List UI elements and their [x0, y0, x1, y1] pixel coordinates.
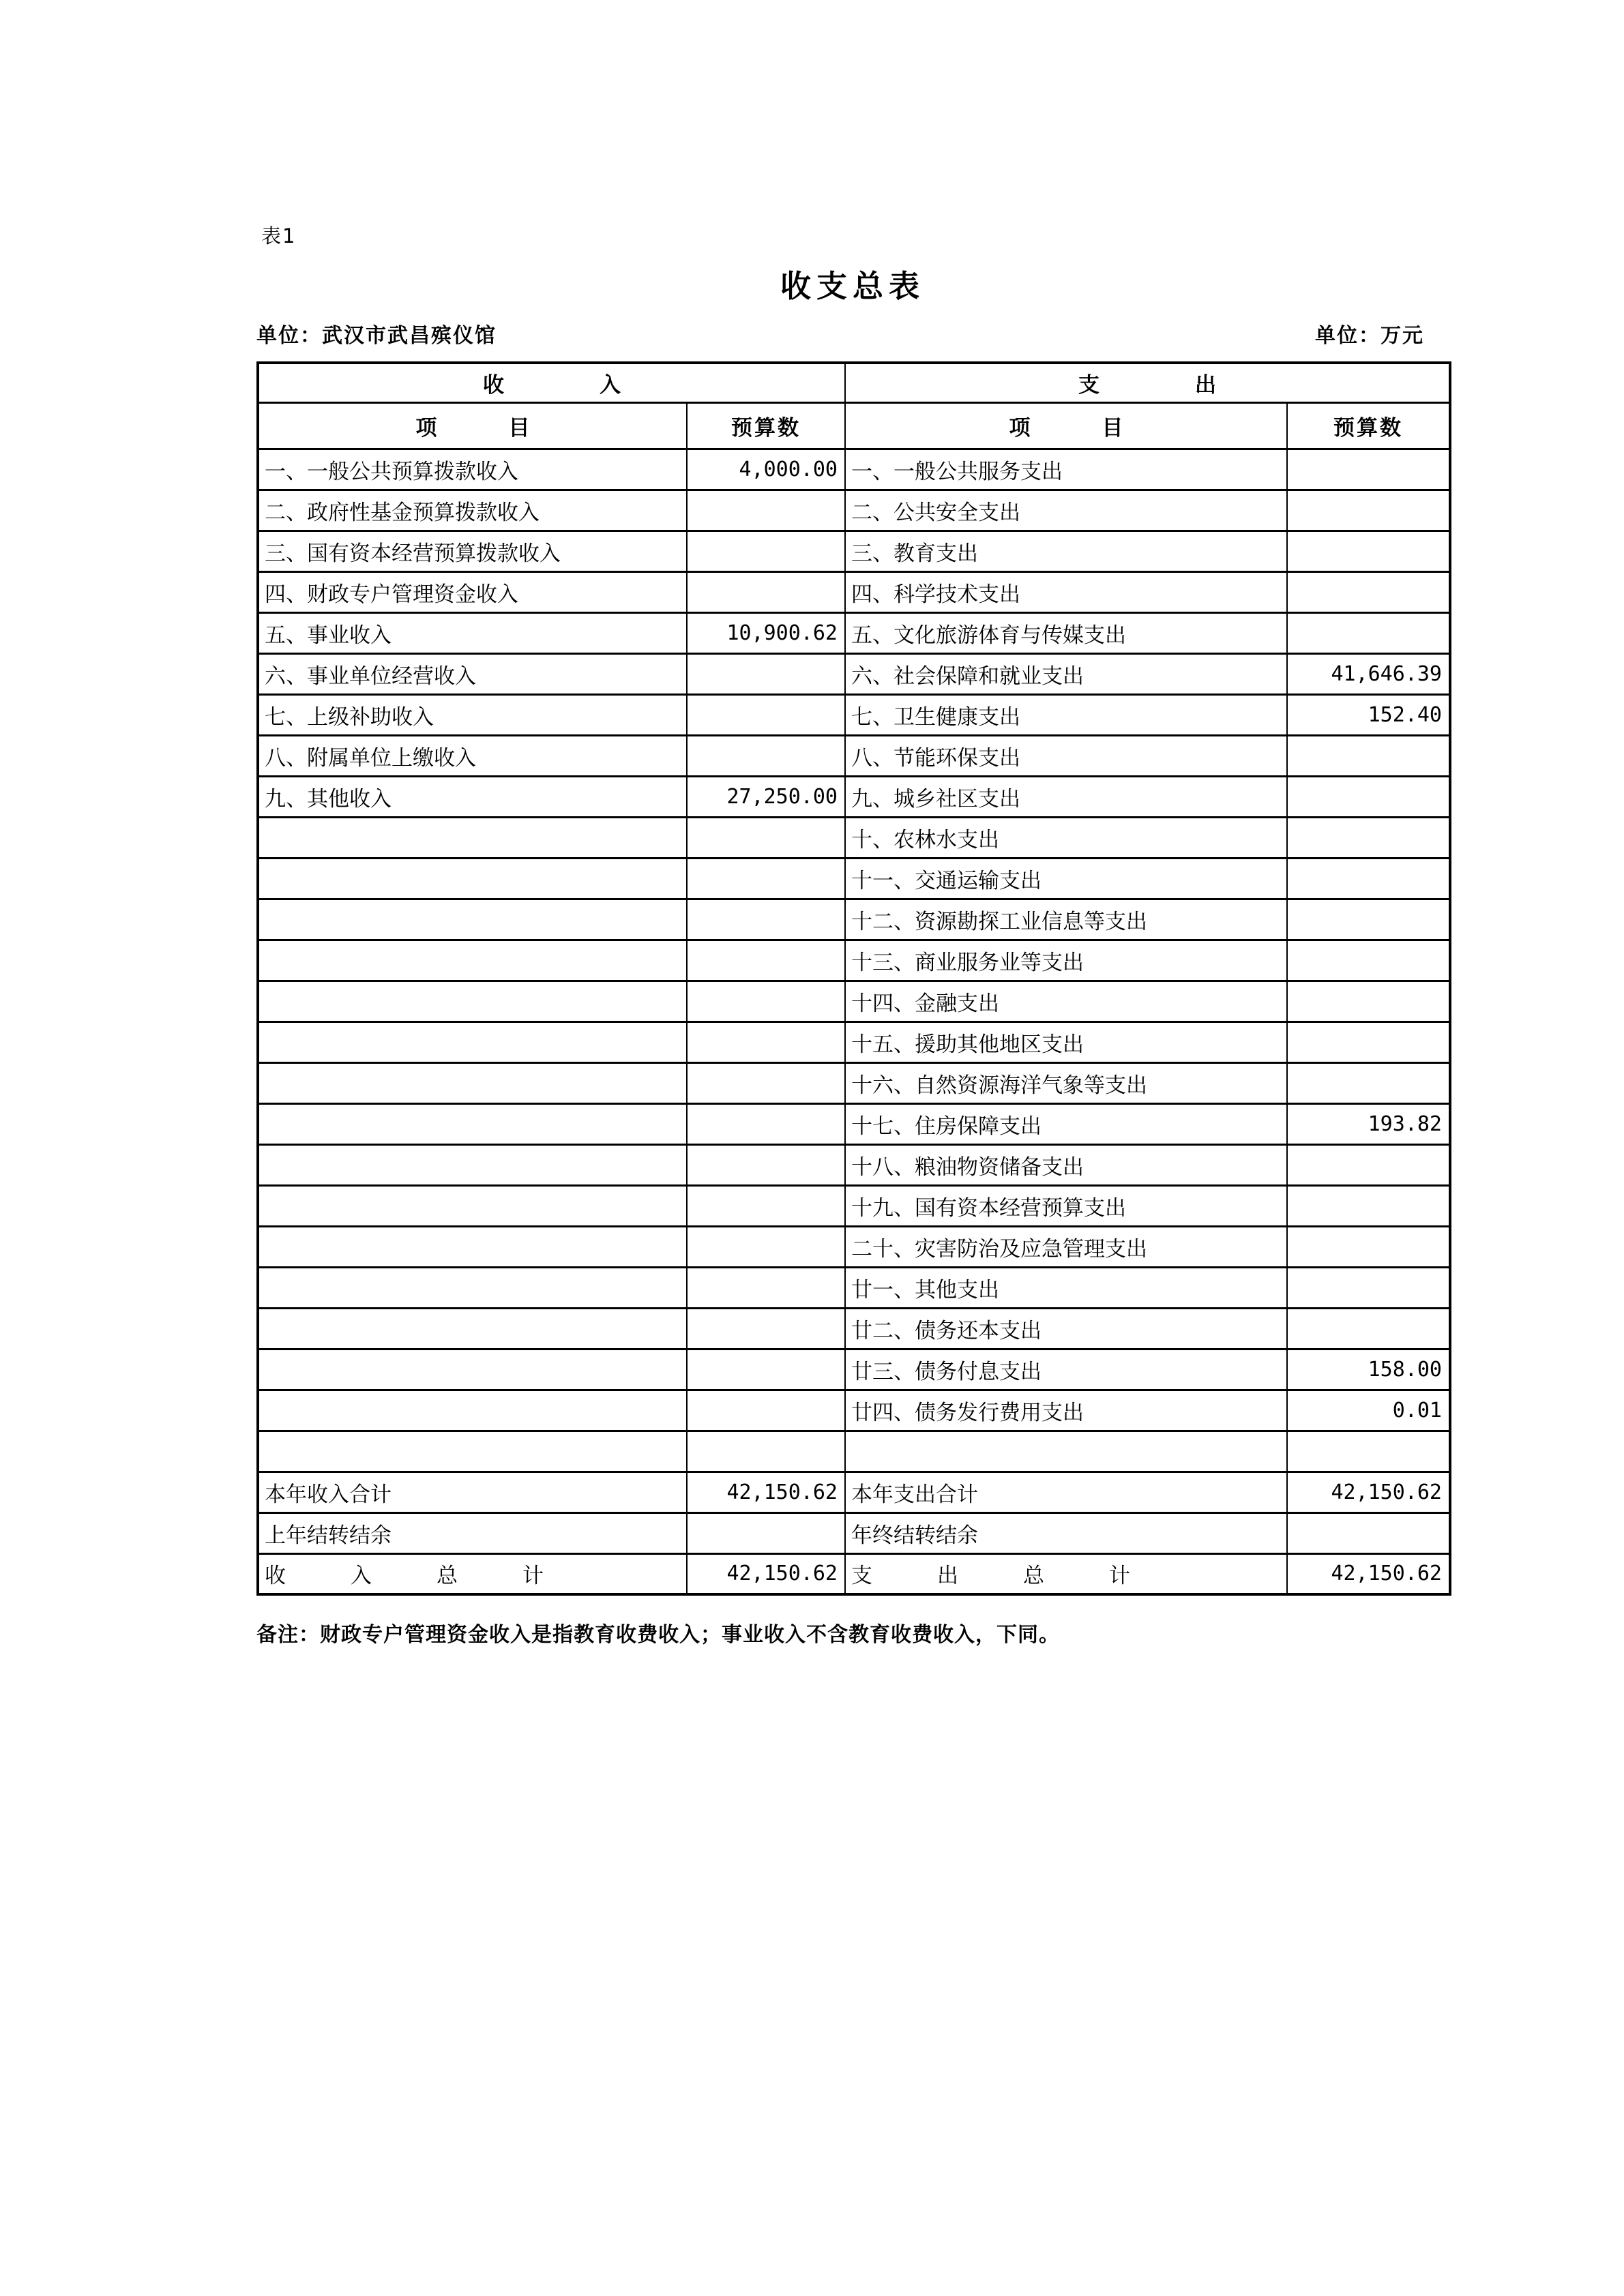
table-row	[258, 1431, 1450, 1472]
expense-item-cell: 十、农林水支出	[845, 817, 1287, 858]
income-budget-cell: 4,000.00	[687, 449, 845, 490]
income-item-cell: 七、上级补助收入	[258, 694, 687, 735]
expense-item-cell: 十一、交通运输支出	[845, 858, 1287, 899]
income-budget-cell	[687, 1308, 845, 1349]
income-item-cell	[258, 1431, 687, 1472]
expense-budget-cell: 42,150.62	[1287, 1553, 1450, 1594]
expense-item-cell	[845, 1431, 1287, 1472]
income-item-cell	[258, 1226, 687, 1267]
income-item-cell: 八、附属单位上缴收入	[258, 735, 687, 776]
expense-item-cell: 廿一、其他支出	[845, 1267, 1287, 1308]
expense-item-cell: 十四、金融支出	[845, 981, 1287, 1022]
expense-budget-cell	[1287, 940, 1450, 981]
income-item-cell	[258, 1185, 687, 1226]
table-row	[258, 490, 1450, 531]
income-budget-cell: 42,150.62	[687, 1472, 845, 1512]
expense-budget-cell	[1287, 899, 1450, 940]
expense-item-cell: 二十、灾害防治及应急管理支出	[845, 1226, 1287, 1267]
expense-budget-cell	[1287, 1308, 1450, 1349]
income-item-cell: 四、财政专户管理资金收入	[258, 571, 687, 612]
expense-budget-cell: 0.01	[1287, 1390, 1450, 1431]
table-row	[258, 1022, 1450, 1062]
expense-item-cell: 一、一般公共服务支出	[845, 449, 1287, 490]
table-row	[258, 899, 1450, 940]
expense-budget-cell: 193.82	[1287, 1103, 1450, 1144]
expense-item-cell: 廿二、债务还本支出	[845, 1308, 1287, 1349]
income-budget-cell	[687, 1390, 845, 1431]
income-budget-cell	[687, 735, 845, 776]
income-budget-cell	[687, 1267, 845, 1308]
group-header-row	[258, 363, 1450, 402]
table-body	[258, 449, 1450, 1594]
income-item-cell	[258, 940, 687, 981]
expense-item-cell: 四、科学技术支出	[845, 571, 1287, 612]
income-item-cell: 六、事业单位经营收入	[258, 653, 687, 694]
income-expense-table	[256, 361, 1451, 1596]
expense-group-header: 支出	[845, 363, 1450, 402]
expense-budget-cell	[1287, 612, 1450, 653]
table-number-label: 表1	[261, 224, 297, 248]
income-budget-cell	[687, 571, 845, 612]
income-item-cell	[258, 1308, 687, 1349]
income-item-cell	[258, 1267, 687, 1308]
income-item-cell	[258, 899, 687, 940]
expense-budget-cell	[1287, 1062, 1450, 1103]
table-row	[258, 1226, 1450, 1267]
table-row	[258, 531, 1450, 571]
income-item-cell	[258, 1062, 687, 1103]
expense-item-cell: 九、城乡社区支出	[845, 776, 1287, 817]
income-item-cell: 一、一般公共预算拨款收入	[258, 449, 687, 490]
expense-item-cell: 六、社会保障和就业支出	[845, 653, 1287, 694]
table-row	[258, 1267, 1450, 1308]
income-budget-cell	[687, 1062, 845, 1103]
income-budget-cell	[687, 899, 845, 940]
income-budget-column-header: 预算数	[687, 402, 845, 449]
total-row	[258, 1553, 1450, 1594]
table-row	[258, 653, 1450, 694]
table-row	[258, 1349, 1450, 1390]
table-row	[258, 858, 1450, 899]
expense-budget-cell	[1287, 1185, 1450, 1226]
expense-budget-cell	[1287, 817, 1450, 858]
expense-budget-cell: 42,150.62	[1287, 1472, 1450, 1512]
income-item-cell: 三、国有资本经营预算拨款收入	[258, 531, 687, 571]
expense-item-cell: 十三、商业服务业等支出	[845, 940, 1287, 981]
income-budget-cell	[687, 1144, 845, 1185]
expense-budget-cell	[1287, 1267, 1450, 1308]
table-row	[258, 776, 1450, 817]
expense-budget-cell	[1287, 1022, 1450, 1062]
expense-budget-cell: 158.00	[1287, 1349, 1450, 1390]
income-item-cell	[258, 1349, 687, 1390]
income-budget-cell	[687, 981, 845, 1022]
income-budget-cell	[687, 653, 845, 694]
income-budget-cell	[687, 694, 845, 735]
expense-item-cell: 十七、住房保障支出	[845, 1103, 1287, 1144]
expense-budget-cell	[1287, 449, 1450, 490]
table-row	[258, 1390, 1450, 1431]
table-row	[258, 1144, 1450, 1185]
income-budget-cell	[687, 940, 845, 981]
org-unit-label: 单位：武汉市武昌殡仪馆	[256, 324, 497, 348]
expense-budget-cell	[1287, 571, 1450, 612]
expense-budget-cell	[1287, 1144, 1450, 1185]
income-item-cell: 上年结转结余	[258, 1512, 687, 1553]
expense-item-cell: 十九、国有资本经营预算支出	[845, 1185, 1287, 1226]
expense-item-cell: 廿四、债务发行费用支出	[845, 1390, 1287, 1431]
income-budget-cell	[687, 1226, 845, 1267]
expense-budget-column-header: 预算数	[1287, 402, 1450, 449]
table-row	[258, 1062, 1450, 1103]
expense-item-cell: 八、节能环保支出	[845, 735, 1287, 776]
income-item-cell	[258, 1144, 687, 1185]
income-item-cell: 九、其他收入	[258, 776, 687, 817]
document-title: 收支总表	[780, 268, 925, 304]
expense-item-cell: 三、教育支出	[845, 531, 1287, 571]
expense-budget-cell	[1287, 490, 1450, 531]
total-row	[258, 1472, 1450, 1512]
income-budget-cell: 10,900.62	[687, 612, 845, 653]
table-row	[258, 449, 1450, 490]
expense-item-cell: 十五、援助其他地区支出	[845, 1022, 1287, 1062]
table-row	[258, 981, 1450, 1022]
income-budget-cell	[687, 1103, 845, 1144]
income-budget-cell	[687, 1349, 845, 1390]
income-item-cell	[258, 1390, 687, 1431]
expense-item-cell: 十六、自然资源海洋气象等支出	[845, 1062, 1287, 1103]
unit-row	[256, 318, 1449, 348]
expense-item-cell: 廿三、债务付息支出	[845, 1349, 1287, 1390]
column-header-row	[258, 402, 1450, 449]
expense-item-cell: 五、文化旅游体育与传媒支出	[845, 612, 1287, 653]
income-item-cell: 二、政府性基金预算拨款收入	[258, 490, 687, 531]
expense-item-column-header: 项目	[845, 402, 1287, 449]
income-budget-cell	[687, 1185, 845, 1226]
income-item-cell: 五、事业收入	[258, 612, 687, 653]
table-row	[258, 817, 1450, 858]
income-budget-cell	[687, 1431, 845, 1472]
table-row	[258, 1103, 1450, 1144]
income-item-cell: 收入总计	[258, 1553, 687, 1594]
expense-item-cell: 二、公共安全支出	[845, 490, 1287, 531]
expense-item-cell: 七、卫生健康支出	[845, 694, 1287, 735]
expense-budget-cell	[1287, 858, 1450, 899]
expense-budget-cell	[1287, 981, 1450, 1022]
income-item-cell	[258, 1022, 687, 1062]
expense-item-cell: 十八、粮油物资储备支出	[845, 1144, 1287, 1185]
table-header	[258, 363, 1450, 449]
income-budget-cell: 42,150.62	[687, 1553, 845, 1594]
income-item-cell	[258, 858, 687, 899]
income-item-cell	[258, 981, 687, 1022]
table-row	[258, 940, 1450, 981]
table-row	[258, 735, 1450, 776]
expense-budget-cell	[1287, 1431, 1450, 1472]
expense-budget-cell: 152.40	[1287, 694, 1450, 735]
expense-item-cell: 十二、资源勘探工业信息等支出	[845, 899, 1287, 940]
expense-item-cell: 支出总计	[845, 1553, 1287, 1594]
income-budget-cell	[687, 531, 845, 571]
table-row	[258, 694, 1450, 735]
currency-unit-label: 单位：万元	[1315, 324, 1424, 348]
expense-budget-cell	[1287, 1226, 1450, 1267]
income-item-cell	[258, 817, 687, 858]
table-row	[258, 571, 1450, 612]
income-item-column-header: 项目	[258, 402, 687, 449]
income-item-cell: 本年收入合计	[258, 1472, 687, 1512]
table-row	[258, 1308, 1450, 1349]
income-budget-cell	[687, 1022, 845, 1062]
income-group-header: 收入	[258, 363, 845, 402]
table-row	[258, 1185, 1450, 1226]
income-budget-cell	[687, 817, 845, 858]
expense-budget-cell	[1287, 776, 1450, 817]
expense-budget-cell	[1287, 531, 1450, 571]
income-budget-cell	[687, 490, 845, 531]
expense-budget-cell	[1287, 1512, 1450, 1553]
income-budget-cell	[687, 858, 845, 899]
expense-item-cell: 本年支出合计	[845, 1472, 1287, 1512]
income-item-cell	[258, 1103, 687, 1144]
footnote: 备注：财政专户管理资金收入是指教育收费收入；事业收入不含教育收费收入，下同。	[256, 1623, 1060, 1647]
expense-budget-cell: 41,646.39	[1287, 653, 1450, 694]
income-budget-cell	[687, 1512, 845, 1553]
table-row	[258, 612, 1450, 653]
income-budget-cell: 27,250.00	[687, 776, 845, 817]
expense-item-cell: 年终结转结余	[845, 1512, 1287, 1553]
expense-budget-cell	[1287, 735, 1450, 776]
total-row	[258, 1512, 1450, 1553]
